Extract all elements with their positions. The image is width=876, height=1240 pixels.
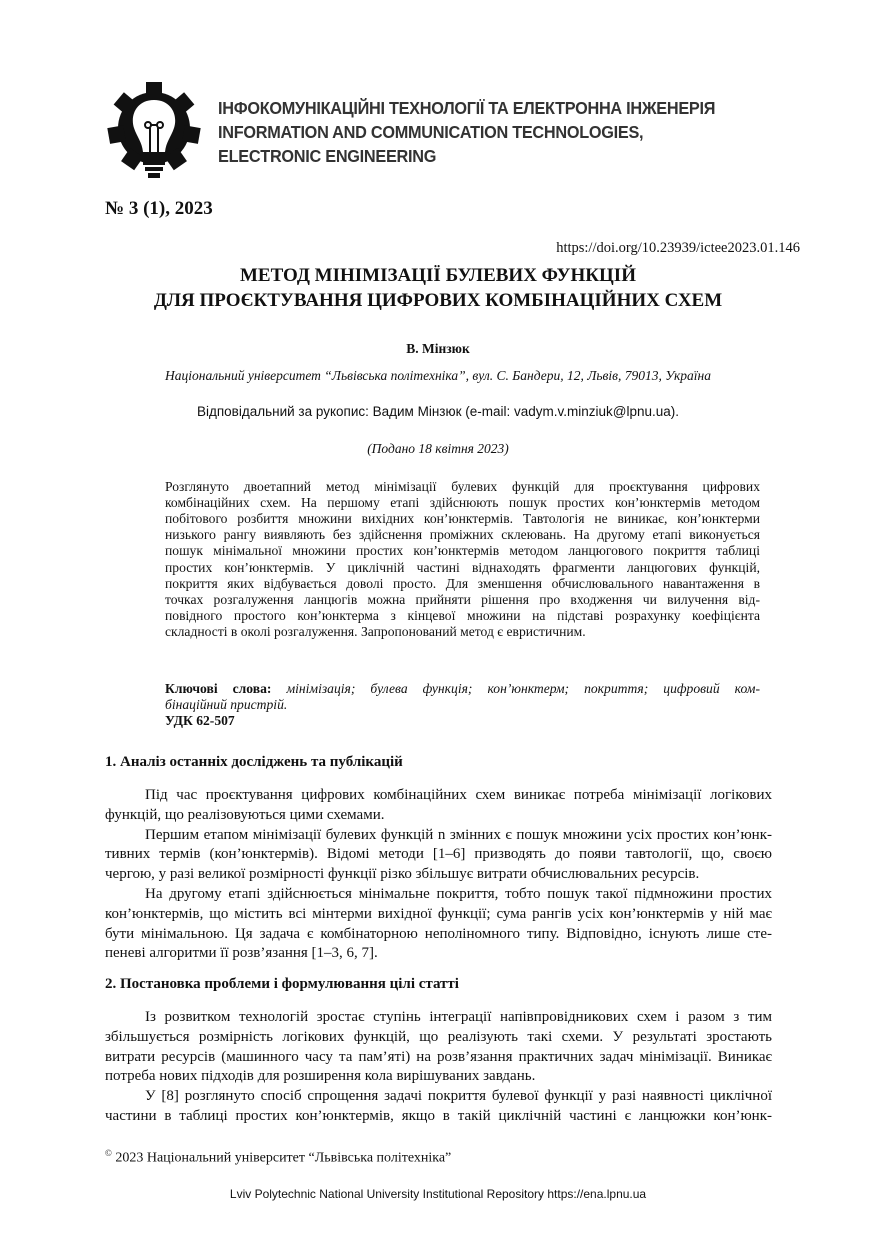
author: В. Мінзюк [406,341,470,356]
paper-title-line2: ДЛЯ ПРОЄКТУВАННЯ ЦИФРОВИХ КОМБІНАЦІЙНИХ СХЕМ [153,290,723,311]
abstract-line: пошук мінімальної множини простих кон’юнктермів методом ланцюгового покриття таблиці [165,543,760,559]
keywords-text-2: бінаційний пристрій. [165,697,288,712]
journal-title-uk: ІНФОКОМУНІКАЦІЙНІ ТЕХНОЛОГІЇ ТА ЕЛЕКТРОННА ІНЖЕНЕРІЯ [218,98,716,118]
paragraph-line: потреба нових підходів для розширення кола вирішуваних завдань. [105,1068,536,1085]
paragraph-line: функцій, що реалізовуються цими схемами. [105,806,385,823]
paragraph-line: Першим етапом мінімізації булевих функцій n змінних є пошук множини усіх простих кон’юнк- [145,826,772,843]
abstract-line: Розглянуто двоетапний метод мінімізації булевих функцій для проєктування цифрових [165,479,760,494]
abstract-line: побітового розбиття множини вихідних кон’юнктермів. Тавтологія не виникає, кон’юнктерми [165,511,760,527]
journal-title-en-2: ELECTRONIC ENGINEERING [218,146,437,166]
abstract-line: простих кон’юнктермів. У циклічній частині віднаходять фрагменти ланцюгових функцій, [165,559,760,575]
abstract-line: покриття яких відбувається доволі просто. Для зменшення обчислювального навантаження в [165,575,760,591]
paragraph-line: частини в таблиці простих кон’юнктермів, якщо в такій циклічній частині є ланцюжки кон’юнк- [105,1108,772,1124]
submission-date: (Подано 18 квітня 2023) [367,441,509,456]
doi-link[interactable]: https://doi.org/10.23939/ictee2023.01.146 [556,240,800,256]
paragraph-line: Під час проєктування цифрових комбінаційних схем виникає потреба мінімізації логікових [145,787,772,803]
copyright-symbol: © [105,1148,112,1158]
paragraph-line: збільшується розмірність логікових функцій, що реалізують такі схеми. У результаті зростають [105,1028,772,1045]
repository-footer: Lviv Polytechnic National University Institutional Repository https://ena.lpnu.ua [229,1187,647,1201]
abstract-line: низького рангу виявляють без здійснення проміжних склеювань. На другому етапі виконується [165,527,760,543]
abstract-line: повідного простого кон’юнктерма з кінцевої множини на підставі розрахунку коефіцієнта [165,607,760,623]
abstract-line: комбінаційних схем. На першому етапі здійснюють пошук простих кон’юнктермів методом [165,495,760,511]
keywords-line1 [165,681,760,697]
paragraph-line: кон’юнктермів, що містить всі мінтерми вихідної функції; сума рангів усіх кон’юнктермів у ній має [105,905,772,922]
paragraph-line: витрати ресурсів (машинного часу та пам’яті) на розв’язання практичних задач мінімізації. Виникає [105,1048,772,1065]
paragraph-line: чергою, у разі великої розмірності функції різко збільшує витрати обчислювальних ресурсів. [105,866,700,883]
issue-number: № 3 (1), 2023 [105,198,213,219]
paragraph-line: тивних термів (кон’юнктермів). Відомі методи [1–6] призводять до появи тавтології, що, своєю [105,846,772,863]
keywords-line2 [165,697,760,713]
paragraph-line: бути мінімальною. Ця задача є комбінаторною неполіномного типу. Відповідно, існують лише сте- [105,925,772,942]
keywords-text: мінімізація; булева функція; кон’юнктерм; покриття; цифровий ком- [286,681,760,696]
keywords-label: Ключові слова: [165,681,272,696]
gear-lightbulb-icon [106,82,202,182]
affiliation: Національний університет “Львівська політехніка”, вул. С. Бандери, 12, Львів, 79013, Україна [165,368,711,383]
corresponding-author: Відповідальний за рукопис: Вадим Мінзюк (e-mail: vadym.v.minziuk@lpnu.ua). [196,404,680,419]
paragraph-line: Із розвитком технологій зростає ступінь інтеграції напівпровідникових схем і разом з тим [145,1009,772,1025]
journal-title-en: INFORMATION AND COMMUNICATION TECHNOLOGIES, [218,122,644,142]
paragraph-line: На другому етапі здійснюється мінімальне покриття, тобто пошук такої підмножини простих [145,886,772,902]
copyright-text: 2023 Національний університет “Львівська політехніка” [111,1150,452,1166]
paper-title-line1: МЕТОД МІНІМІЗАЦІЇ БУЛЕВИХ ФУНКЦІЙ [240,265,636,286]
paragraph-line: У [8] розглянуто спосіб спрощення задачі покриття булевої функції у разі наявності циклічної [145,1088,772,1105]
copyright-footnote [105,1148,451,1167]
abstract-line: складності в околі розгалуження. Запропонований метод є евристичним. [165,623,586,639]
section-heading: 1. Аналіз останніх досліджень та публікацій [105,754,403,770]
paragraph-line: пеневі алгоритми її розв’язання [1–3, 6, 7]. [105,945,378,962]
section-heading: 2. Постановка проблеми і формулювання цілі статті [105,976,459,992]
udc-code: УДК 62-507 [165,713,235,728]
abstract-line: точках розгалуження ланцюгів можна прийняти рішення про входження чи вилучення від- [165,591,760,607]
